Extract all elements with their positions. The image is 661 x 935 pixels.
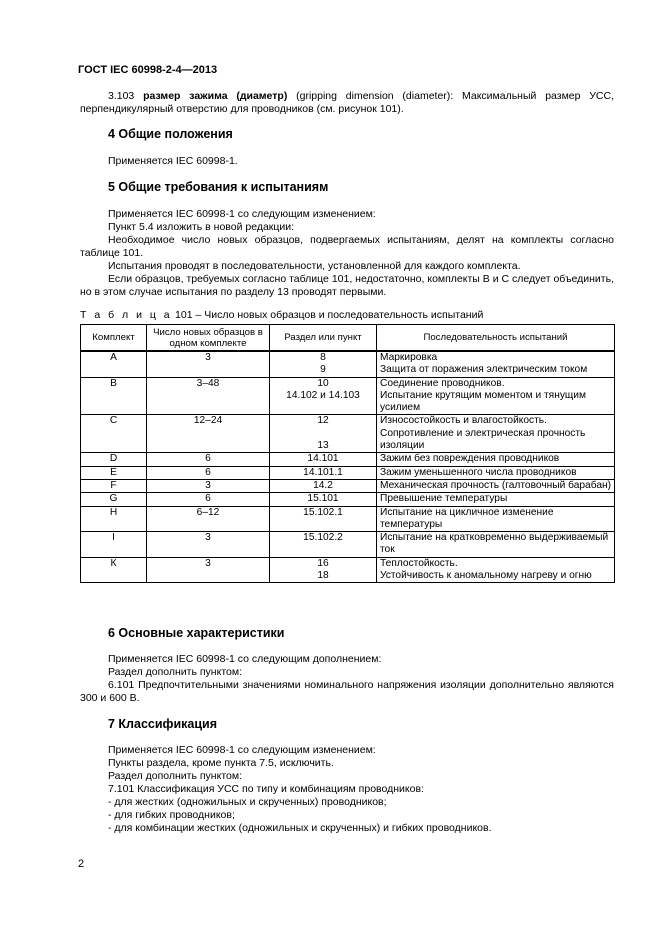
cell-count: 3 <box>147 351 270 377</box>
section-5-line: Применяется IEC 60998-1 со следующим изменением: <box>108 208 376 220</box>
cell-clauses: 14.101.1 <box>270 466 377 479</box>
cell-tests: Испытание на кратковременно выдерживаемый ток <box>377 532 615 558</box>
section-7-line: Раздел дополнить пунктом: <box>108 770 242 782</box>
section-5-samples: Необходимое число новых образцов, подвергаемых испытаниям, делят на комплекты согласно таблице 101. <box>80 234 614 259</box>
section-5-sequence: Испытания проводят в последовательности, установленной для каждого комплекта. <box>108 260 521 272</box>
cell-tests: Износостойкость и влагостойкость. Сопротивление и электрическая прочность изоляции <box>377 415 615 453</box>
cell-clauses: 16 18 <box>270 557 377 583</box>
cell-clauses: 8 9 <box>270 351 377 377</box>
cell-clauses: 14.101 <box>270 453 377 466</box>
table-row <box>81 493 615 506</box>
table-caption-text: 101 – Число новых образцов и последовательность испытаний <box>172 309 484 321</box>
table-row <box>81 479 615 492</box>
column-header-tests: Последовательность испытаний <box>377 325 615 352</box>
table-row <box>81 415 615 453</box>
cell-count: 3 <box>147 479 270 492</box>
section-5-combine: Если образцов, требуемых согласно таблице 101, недостаточно, комплекты В и С следует объединить, но в этом случае испытания по разделу 13 проводят первыми. <box>80 273 614 298</box>
table-row <box>81 466 615 479</box>
cell-tests: Соединение проводников. Испытание крутящим моментом и тянущим усилием <box>377 377 615 415</box>
cell-set: А <box>81 351 147 377</box>
table-header-row <box>81 325 615 352</box>
cell-tests: Испытание на цикличное изменение температуры <box>377 506 615 532</box>
cell-count: 6–12 <box>147 506 270 532</box>
cell-clauses: 14.2 <box>270 479 377 492</box>
clause-6-101: 6.101 Предпочтительными значениями номинального напряжения изоляции дополнительно являются 300 и 600 В. <box>80 679 614 704</box>
table-caption <box>80 309 483 321</box>
cell-set: В <box>81 377 147 415</box>
page-number: 2 <box>78 858 85 870</box>
cell-set: E <box>81 466 147 479</box>
section-5-title: 5 Общие требования к испытаниям <box>108 180 329 194</box>
table-101 <box>80 324 615 583</box>
cell-clauses: 15.102.1 <box>270 506 377 532</box>
column-header-set: Комплект <box>81 325 147 352</box>
definition-text: (gripping dimension (diameter): Максимальный размер УСС, перпендикулярный отверстию для проводников (см. рисунок 101). <box>80 90 615 115</box>
section-6-title: 6 Основные характеристики <box>108 626 285 640</box>
section-7-list-item: - для комбинации жестких (одножильных и скрученных) и гибких проводников. <box>108 822 492 834</box>
cell-count: 6 <box>147 453 270 466</box>
section-7-line: Применяется IEC 60998-1 со следующим изменением: <box>108 744 376 756</box>
section-7-list-item: - для гибких проводников; <box>108 809 235 821</box>
section-6-line: Применяется IEC 60998-1 со следующим дополнением: <box>108 653 382 665</box>
cell-tests: Зажим уменьшенного числа проводников <box>377 466 615 479</box>
cell-set: G <box>81 493 147 506</box>
cell-set: С <box>81 415 147 453</box>
section-4-text: Применяется IEC 60998-1. <box>108 155 238 167</box>
table-caption-prefix: Т а б л и ц а <box>80 309 173 321</box>
cell-set: I <box>81 532 147 558</box>
table-row <box>81 453 615 466</box>
cell-clauses: 12 13 <box>270 415 377 453</box>
cell-tests: Зажим без повреждения проводников <box>377 453 615 466</box>
cell-tests: Маркировка Защита от поражения электрическим током <box>377 351 615 377</box>
column-header-clause: Раздел или пункт <box>270 325 377 352</box>
section-5-line: Пункт 5.4 изложить в новой редакции: <box>108 221 295 233</box>
definition-number: 3.103 <box>108 90 135 102</box>
cell-set: H <box>81 506 147 532</box>
table-row <box>81 351 615 377</box>
section-7-line: Пункты раздела, кроме пункта 7.5, исключить. <box>108 757 334 769</box>
definition-3-103 <box>80 90 614 116</box>
section-7-title: 7 Классификация <box>108 717 218 731</box>
cell-count: 3–48 <box>147 377 270 415</box>
cell-count: 3 <box>147 532 270 558</box>
section-6-line: Раздел дополнить пунктом: <box>108 666 242 678</box>
cell-set: К <box>81 557 147 583</box>
cell-count: 6 <box>147 493 270 506</box>
cell-count: 6 <box>147 466 270 479</box>
cell-clauses: 15.101 <box>270 493 377 506</box>
definition-term: размер зажима (диаметр) <box>143 90 288 102</box>
cell-count: 3 <box>147 557 270 583</box>
cell-tests: Превышение температуры <box>377 493 615 506</box>
cell-set: F <box>81 479 147 492</box>
cell-clauses: 10 14.102 и 14.103 <box>270 377 377 415</box>
cell-clauses: 15.102.2 <box>270 532 377 558</box>
cell-count: 12–24 <box>147 415 270 453</box>
table-row <box>81 532 615 558</box>
table-row <box>81 557 615 583</box>
cell-set: D <box>81 453 147 466</box>
cell-tests: Механическая прочность (галтовочный барабан) <box>377 479 615 492</box>
table-row <box>81 506 615 532</box>
section-4-title: 4 Общие положения <box>108 127 233 141</box>
section-7-line: 7.101 Классификация УСС по типу и комбинациям проводников: <box>108 783 424 795</box>
cell-tests: Теплостойкость. Устойчивость к аномальному нагреву и огню <box>377 557 615 583</box>
section-7-list-item: - для жестких (одножильных и скрученных) проводников; <box>108 796 387 808</box>
document-header: ГОСТ IEC 60998-2-4—2013 <box>78 64 218 76</box>
table-row <box>81 377 615 415</box>
column-header-count: Число новых образцов в одном комплекте <box>147 325 270 352</box>
